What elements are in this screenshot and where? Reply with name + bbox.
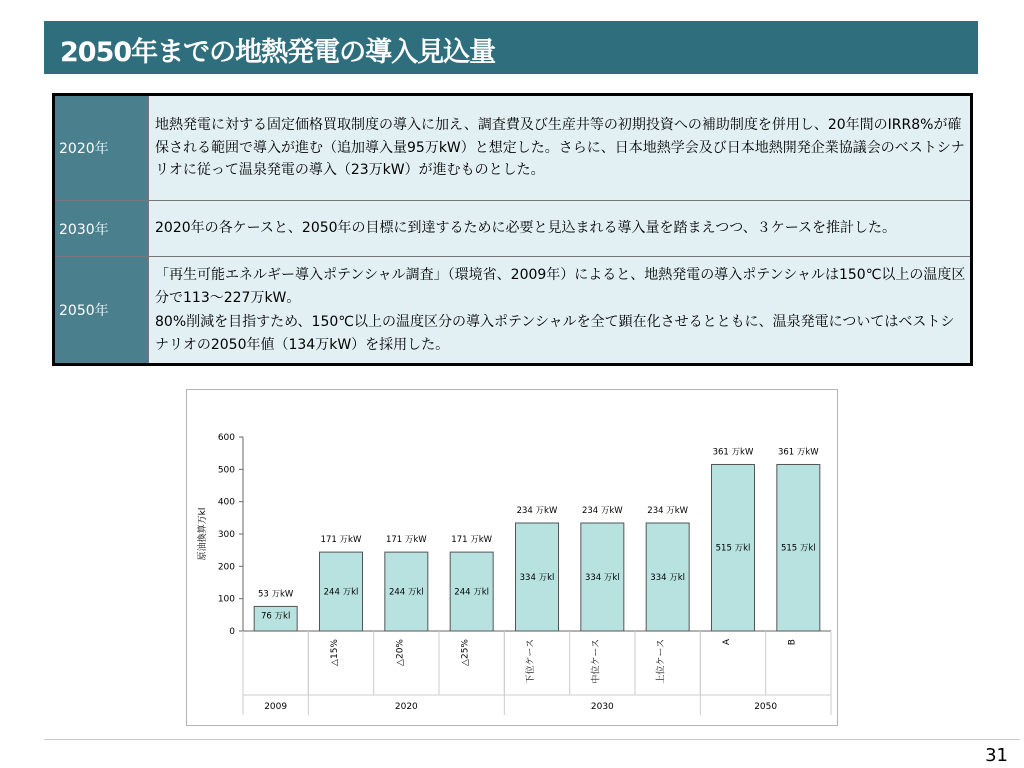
- x-category-label: △25%: [460, 639, 471, 666]
- year-cell-2020: 2020年: [54, 95, 149, 201]
- x-group-label: 2030: [590, 702, 614, 712]
- y-tick-label: 400: [217, 497, 235, 508]
- x-category-label: △15%: [330, 639, 340, 666]
- bar-top-label: 171 万kW: [451, 535, 493, 546]
- x-category-label: B: [787, 639, 798, 646]
- y-tick-label: 0: [229, 627, 235, 637]
- bar-top-label: 234 万kW: [581, 506, 623, 517]
- scenario-table: [52, 93, 973, 366]
- x-category-label: △20%: [395, 639, 406, 666]
- description-cell-2020: [149, 95, 972, 201]
- bar-top-label: 361 万kW: [712, 447, 754, 458]
- bar-value-label: 334 万kl: [650, 573, 686, 584]
- description-text: 地熱発電に対する固定価格買取制度の導入に加え、調査費及び生産井等の初期投資への補助制度を併用し、20年間のIRR8%が確保される範囲で導入が進む（追加導入量95万kW）と想定した。さらに、日本地熱学会及び日本地熱開発企業協議会のベストシナリオに従って温泉発電の導入（23万kW）が進むものとした。: [155, 117, 965, 179]
- page-number: 31: [985, 745, 1008, 766]
- title-bar: [44, 21, 978, 74]
- y-tick-label: 200: [217, 562, 235, 573]
- year-cell-2050: 2050年: [54, 257, 149, 365]
- x-category-label: A: [722, 639, 732, 646]
- table-row-2020: [54, 95, 972, 201]
- footer-divider: [44, 739, 1020, 740]
- y-tick-label: 500: [217, 465, 235, 476]
- bar-value-label: 244 万kl: [454, 587, 490, 598]
- table-row-2050: [54, 257, 972, 365]
- description-text: 80%削減を目指すため、150℃以上の温度区分の導入ポテンシャルを全て顕在化させるとともに、温泉発電についてはベストシナリオの2050年値（134万kW）を採用した。: [155, 314, 955, 353]
- bar-value-label: 334 万kl: [519, 573, 555, 584]
- x-group-label: 2020: [394, 702, 418, 712]
- bar-value-label: 244 万kl: [323, 587, 359, 598]
- y-tick-label: 100: [217, 594, 235, 605]
- bar-top-label: 234 万kW: [516, 506, 558, 517]
- description-cell-2050: [149, 257, 972, 365]
- bar-value-label: 334 万kl: [584, 573, 620, 584]
- description-text: 「再生可能エネルギー導入ポテンシャル調査」（環境省、2009年）によると、地熱発電の導入ポテンシャルは150℃以上の温度区分で113～227万kW。: [155, 267, 966, 306]
- chart-frame: [186, 389, 838, 726]
- year-cell-2030: 2030年: [54, 201, 149, 257]
- bar-top-label: 171 万kW: [385, 535, 427, 546]
- bar-top-label: 53 万kW: [257, 589, 294, 600]
- description-text: 2020年の各ケースと、2050年の目標に到達するために必要と見込まれる導入量を踏まえつつ、３ケースを推計した。: [155, 220, 897, 237]
- bar-value-label: 515 万kl: [715, 543, 751, 554]
- y-axis-label: 原油換算万kl: [198, 507, 208, 561]
- bar-value-label: 76 万kl: [261, 611, 291, 622]
- bar-value-label: 244 万kl: [388, 587, 424, 598]
- x-category-label: 上位ケース: [656, 639, 667, 684]
- description-cell-2030: [149, 201, 972, 257]
- y-tick-label: 600: [217, 433, 235, 443]
- y-tick-label: 300: [217, 530, 235, 540]
- bar-top-label: 234 万kW: [647, 506, 689, 517]
- bar-top-label: 361 万kW: [777, 447, 819, 458]
- page-title: 2050年までの地熱発電の導入見込量: [60, 37, 496, 68]
- bar-value-label: 515 万kl: [780, 543, 816, 554]
- x-category-label: 中位ケース: [591, 639, 602, 684]
- x-group-label: 2050: [754, 702, 778, 712]
- bar-top-label: 171 万kW: [320, 535, 362, 546]
- bar-chart: [187, 390, 837, 725]
- x-category-label: 下位ケース: [526, 639, 536, 684]
- table-row-2030: [54, 201, 972, 257]
- x-group-label: 2009: [264, 702, 288, 712]
